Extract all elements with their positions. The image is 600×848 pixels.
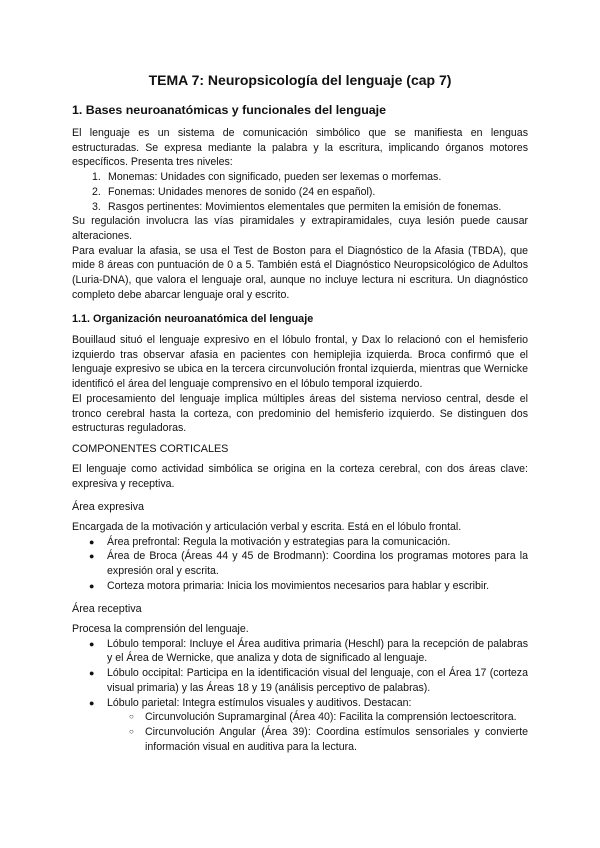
section-1-body [72, 126, 528, 302]
bullet-item [72, 666, 528, 695]
list-text: Monemas: Unidades con significado, pueden ser lexemas o morfemas. [108, 171, 442, 184]
circle-bullet-icon: ○ [129, 712, 134, 722]
area-receptiva-body [72, 622, 528, 754]
bullet-icon: ● [89, 697, 95, 708]
circle-bullet-icon: ○ [129, 726, 134, 736]
bullet-icon: ● [89, 536, 95, 547]
list-number: 2. [92, 185, 101, 198]
section-heading: 1. Bases neuroanatómicas y funcionales del lenguaje [72, 103, 387, 117]
sub-bullet-item [72, 710, 528, 725]
list-item [72, 170, 528, 185]
bullet-text: Circunvolución Angular (Área 39): Coordina estímulos sensoriales y convierte información visual en auditiva para la lectura. [145, 725, 528, 753]
bullet-item [72, 696, 528, 711]
paragraph: El procesamiento del lenguaje implica múltiples áreas del sistema nervioso central, desde el tronco cerebral hasta la corteza, con predominio del hemisferio izquierdo. Se distinguen dos estructuras reguladoras. [72, 392, 528, 435]
paragraph: Bouillaud situó el lenguaje expresivo en el lóbulo frontal, y Dax lo relacionó con el hemisferio izquierdo tras observar afasia en pacientes con hemiplejia izquierda. Broca confirmó que el lenguaje expresivo se ubica en la tercera circunvolución frontal izquierda, mientras que Wernicke identificó el área del lenguaje comprensivo en el lóbulo temporal izquierdo. [72, 334, 528, 391]
bullet-item [72, 549, 528, 578]
list-text: Fonemas: Unidades menores de sonido (24 en español). [108, 185, 376, 198]
list-number: 1. [92, 171, 101, 184]
paragraph: Para evaluar la afasia, se usa el Test de Boston para el Diagnóstico de la Afasia (TBDA), que mide 8 áreas con puntuación de 0 a 5. También está el Diagnóstico Neuropsicológico de Adultos (Luria-DNA), que valora el lenguaje oral, aunque no incluye lectura ni escritura. Un diagnóstico completo debe abarcar lenguaje oral y escrito. [72, 244, 528, 301]
bullet-icon: ● [89, 551, 95, 562]
area-heading: Área receptiva [72, 603, 142, 615]
paragraph: Procesa la comprensión del lenguaje. [72, 623, 249, 635]
paragraph: Su regulación involucra las vías piramidales y extrapiramidales, cuya lesión puede causar alteraciones. [72, 215, 528, 242]
bullet-icon: ● [89, 638, 95, 649]
paragraph: El lenguaje es un sistema de comunicación simbólico que se manifiesta en lenguas estructuradas. Se expresa mediante la palabra y la escritura, implicando órganos motores específicos. Presenta tres niveles: [72, 127, 528, 169]
components-heading: COMPONENTES CORTICALES [72, 443, 229, 455]
bullet-text: Lóbulo parietal: Integra estímulos visuales y auditivos. Destacan: [107, 696, 412, 709]
bullet-text: Lóbulo temporal: Incluye el Área auditiva primaria (Heschl) para la recepción de palabras y el Área de Wernicke, que analiza y dota de significado al lenguaje. [107, 637, 528, 665]
list-number: 3. [92, 200, 101, 213]
list-text: Rasgos pertinentes: Movimientos elementales que permiten la emisión de fonemas. [108, 200, 502, 213]
area-heading: Área expresiva [72, 501, 145, 513]
bullet-text: Corteza motora primaria: Inicia los movimientos necesarios para hablar y escribir. [107, 579, 490, 592]
paragraph [72, 462, 528, 491]
list-item [72, 200, 528, 215]
paragraph: Encargada de la motivación y articulación verbal y escrita. Está en el lóbulo frontal. [72, 521, 462, 533]
bullet-text: Área prefrontal: Regula la motivación y estrategias para la comunicación. [107, 535, 451, 548]
area-expresiva-body [72, 520, 528, 594]
sub-bullet-item [72, 725, 528, 754]
page-title: TEMA 7: Neuropsicología del lenguaje (cap 7) [148, 72, 452, 88]
paragraph-text: El lenguaje como actividad simbólica se origina en la corteza cerebral, con dos áreas clave: expresiva y receptiva. [72, 463, 528, 490]
bullet-text: Área de Broca (Áreas 44 y 45 de Brodmann): Coordina los programas motores para la expresión oral y escrita. [107, 550, 528, 578]
subsection-body [72, 333, 528, 436]
bullet-text: Lóbulo occipital: Participa en la identificación visual del lenguaje, con el Área 17 (corteza visual primaria) y las Áreas 18 y 19 (análisis perceptivo de palabras). [107, 667, 528, 694]
bullet-item [72, 637, 528, 666]
bullet-item [72, 535, 528, 550]
bullet-icon: ● [89, 668, 95, 679]
list-item [72, 185, 528, 200]
bullet-item [72, 579, 528, 594]
bullet-icon: ● [89, 580, 95, 591]
subsection-heading: 1.1. Organización neuroanatómica del lenguaje [72, 313, 314, 325]
bullet-text: Circunvolución Supramarginal (Área 40): Facilita la comprensión lectoescritora. [145, 711, 517, 724]
